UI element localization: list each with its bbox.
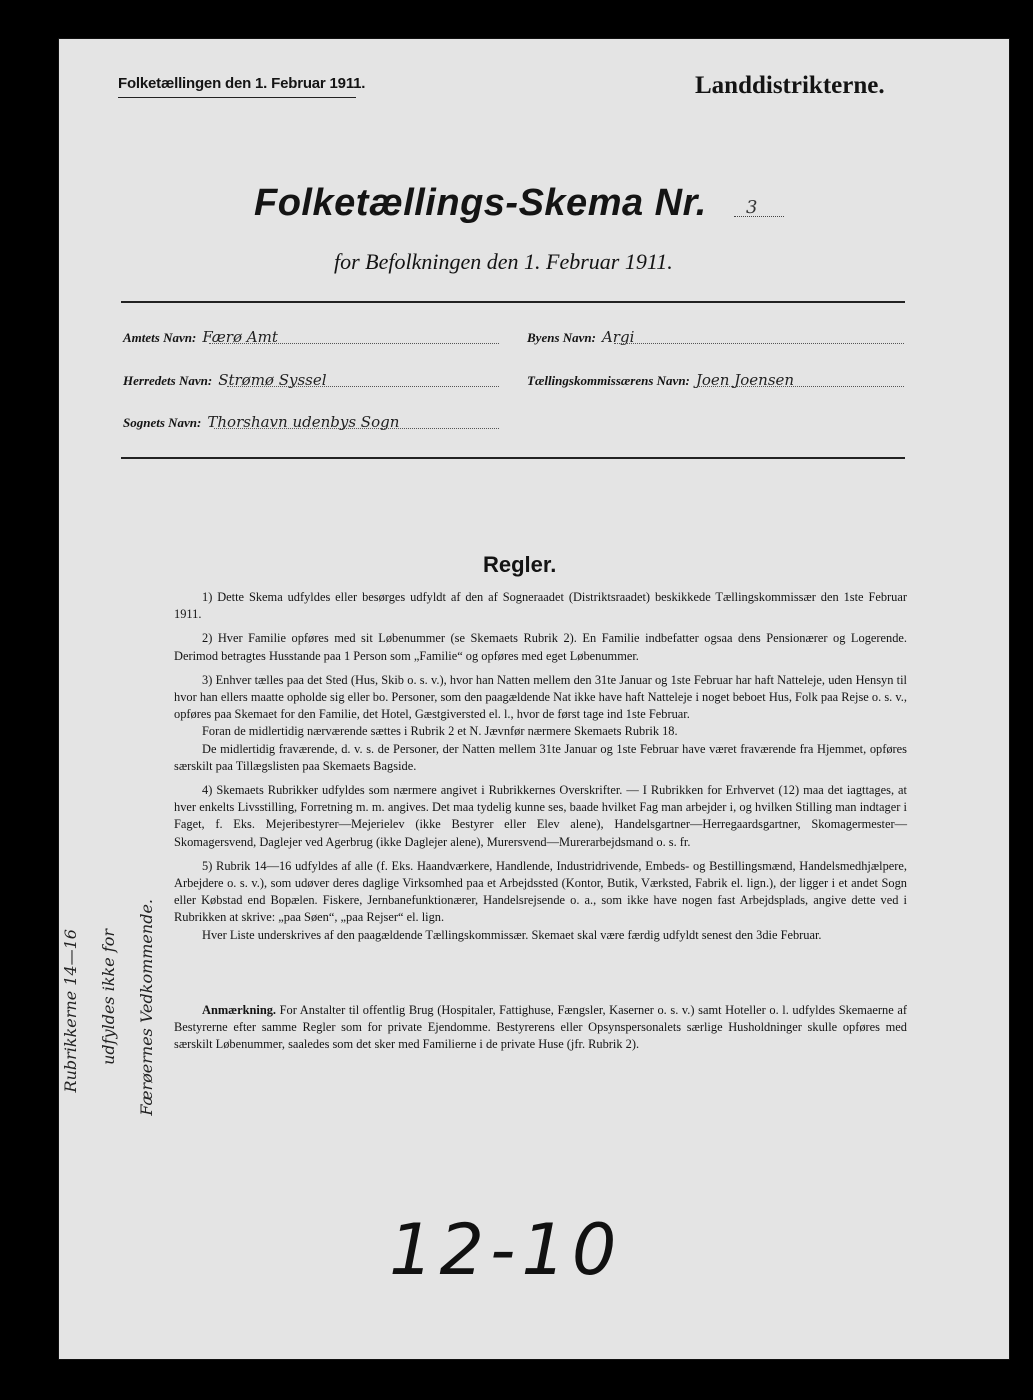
field-sogn-label: Sognets Navn:: [123, 415, 202, 430]
note-lead: Anmærkning.: [202, 1002, 277, 1017]
divider-top: [121, 301, 905, 303]
rule-3: 3) Enhver tælles paa det Sted (Hus, Skib o. s. v.), hvor han Natten mellem den 31te Januar og 1ste Februar har haft Natteleje, uden Hensyn til hvor han ellers maatte opholde sig eller bo. Personer, som den paagældende Nat ikke have haft Natteleje i noget beboet Hus, Folk paa Rejse o. s. v., opføres paa Skemaet for den Familie, det Hotel, Gæstgiversted el. l., hvor de først tage ind 1ste Februar.: [174, 672, 907, 722]
side-note-col3: Færøernes Vedkommende.: [137, 899, 156, 1116]
field-kommissaer-value: Joen Joensen: [695, 371, 795, 389]
header-left-underline: [118, 97, 356, 98]
side-note-col1: Rubrikkerne 14—16: [61, 929, 80, 1093]
rule-5: 5) Rubrik 14—16 udfyldes af alle (f. Eks. Haandværkere, Handlende, Industridrivende, Embeds- og Bestillingsmænd, Handelsmedhjælpere, Arbejdere o. s. v.), som udøver deres daglige Virksomhed paa et Arbejdssted (Kontor, Butik, Værksted, Fabrik el. lign.), der ligger i et andet Sogn eller Købstad end Bopælen. Fiskere, Jernbanefunktionærer, Handelsrejsende o. a., som ikke have nogen fast Arbejdsplads, angive dette ved i Rubrikken at skrive: „paa Søen“, „paa Rejser“ el. lign.: [174, 858, 907, 925]
field-amt-value: Færø Amt: [202, 328, 278, 346]
header-left: Folketællingen den 1. Februar 1911.: [118, 75, 366, 92]
field-by-label: Byens Navn:: [527, 330, 596, 345]
header-right: Landdistrikterne.: [695, 72, 885, 99]
title-number-line: [734, 216, 784, 217]
field-kommissaer-label: Tællingskommissærens Navn:: [527, 373, 690, 388]
note-text: For Anstalter til offentlig Brug (Hospitaler, Fattighuse, Fængsler, Kaserner o. s. v.) samt Hoteller o. l. udfyldes Skemaerne af Bestyrerne efter samme Regler som for private Ejendomme. Bestyrerens eller Opsynspersonalets særlige Husholdninger skulle opføres med særskilt Løbenummer, saaledes som det sker med Familierne i de private Huse (jfr. Rubrik 2).: [174, 1002, 907, 1052]
rule-3b: Foran de midlertidig nærværende sættes i Rubrik 2 et N. Jævnfør nærmere Skemaets Rubrik 18.: [202, 724, 678, 739]
field-kommissaer-dots: [699, 386, 904, 387]
field-sogn-value: Thorshavn udenbys Sogn: [207, 413, 400, 431]
rule-4: 4) Skemaets Rubrikker udfyldes som nærmere angivet i Rubrikkernes Overskrifter. — I Rubrikken for Erhvervet (12) maa det iagttages, at hver enkelts Livsstilling, Forretning m. m. angives. Det maa tydelig kunne ses, baade hvilket Fag man arbejder i, og hvilken Stilling man indtager i Faget, f. Eks. Mejeribestyrer—Mejerielev (ikke Bestyrer eller Elev alene), Handelsgartner—Herregaardsgartner, Skomagermester—Skomagersvend, Daglejer ved Agerbrug (ikke Daglejer alene), Murersvend—Murerarbejdsmand o. s. fr.: [174, 783, 907, 849]
field-sogn-dots: [214, 428, 499, 429]
form-title: Folketællings-Skema Nr.: [254, 182, 707, 224]
census-form-page: [58, 38, 1010, 1360]
form-number: 3: [746, 197, 758, 218]
field-by-value: Argi: [601, 328, 635, 346]
field-herred-dots: [227, 386, 499, 387]
field-herred-label: Herredets Navn:: [123, 373, 213, 388]
rules-note: [174, 1002, 907, 1054]
rule-3c: De midlertidig fraværende, d. v. s. de Personer, der Natten mellem 31te Januar og 1ste Februar have været fraværende fra Hjemmet, opføres særskilt paa Tillægslisten paa Skemaets Bagside.: [174, 741, 907, 773]
divider-bottom: [121, 457, 905, 459]
rules-body: [174, 589, 907, 1060]
handwritten-number: 12-10: [389, 1209, 623, 1291]
field-herred-value: Strømø Syssel: [218, 371, 327, 389]
field-amt-dots: [209, 343, 499, 344]
field-amt-label: Amtets Navn:: [123, 330, 197, 345]
rule-6: Hver Liste underskrives af den paagældende Tællingskommissær. Skemaet skal være færdig udfyldt senest den 3die Februar.: [202, 927, 822, 942]
side-note-col2: udfyldes ikke for: [99, 929, 118, 1065]
rules-title: Regler.: [483, 552, 557, 577]
form-subtitle: for Befolkningen den 1. Februar 1911.: [334, 249, 673, 274]
rule-1: 1) Dette Skema udfyldes eller besørges udfyldt af den af Sogneraadet (Distriktsraadet) beskikkede Tællingskommissær den 1ste Februar 1911.: [174, 590, 907, 622]
rule-2: 2) Hver Familie opføres med sit Løbenummer (se Skemaets Rubrik 2). En Familie indbefatter ogsaa dens Pensionærer og Logerende. Derimod betragtes Husstande paa 1 Person som „Familie“ og opføres med eget Løbenummer.: [174, 631, 907, 663]
field-by-dots: [614, 343, 904, 344]
